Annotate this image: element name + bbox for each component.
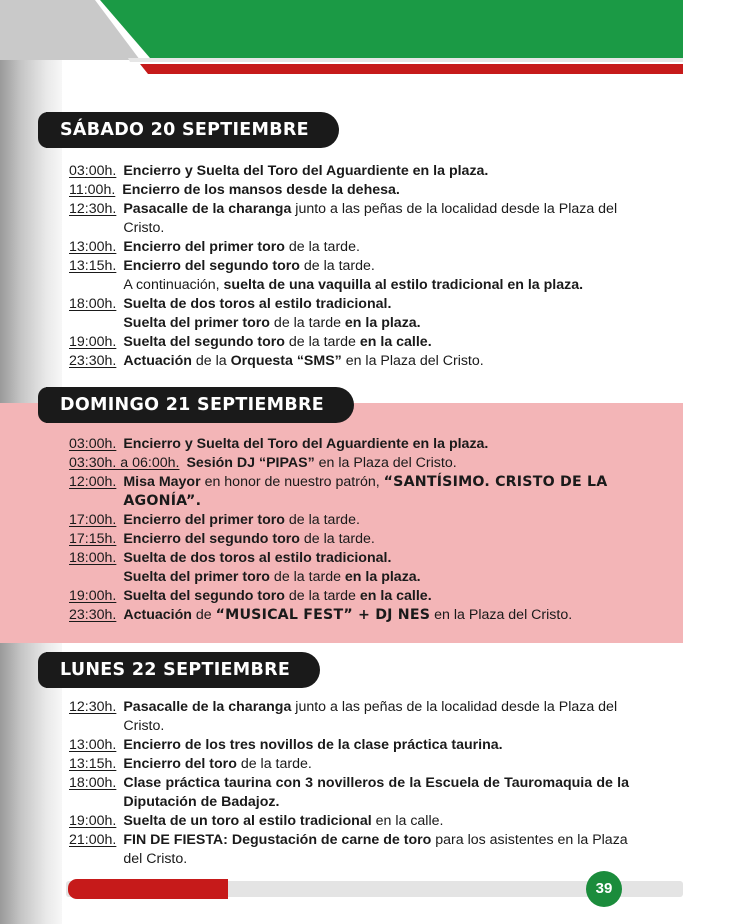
event-description: Suelta del segundo toro de la tarde en la calle. — [123, 334, 432, 350]
event-time: 12:30h. — [69, 699, 117, 715]
event-time: 13:15h. — [69, 756, 117, 772]
event-item — [69, 755, 629, 774]
event-time: 19:00h. — [69, 334, 117, 350]
event-time: 18:00h. — [69, 550, 117, 566]
event-time: 13:00h. — [69, 737, 117, 753]
event-time: 17:00h. — [69, 512, 117, 528]
event-description: Sesión DJ “PIPAS” en la Plaza del Cristo. — [186, 455, 457, 471]
event-time: 03:00h. — [69, 436, 117, 452]
event-description: Misa Mayor en honor de nuestro patrón, “SANTÍSIMO. CRISTO DE LA AGONÍA”. — [123, 474, 608, 509]
event-description: Encierro del toro de la tarde. — [123, 756, 312, 772]
event-item — [69, 238, 629, 257]
event-item — [69, 435, 629, 454]
event-description: Suelta de un toro al estilo tradicional en la calle. — [123, 813, 444, 829]
event-description: Suelta de dos toros al estilo tradicional. Suelta del primer toro de la tarde en la plaza. — [123, 550, 421, 585]
section-title: SÁBADO 20 SEPTIEMBRE — [46, 112, 339, 148]
event-description: Encierro de los tres novillos de la clase práctica taurina. — [123, 737, 503, 753]
event-item — [69, 333, 629, 352]
event-time: 13:15h. — [69, 258, 117, 274]
event-description: Actuación de la Orquesta “SMS” en la Plaza del Cristo. — [123, 353, 484, 369]
event-description: FIN DE FIESTA: Degustación de carne de toro para los asistentes en la Plaza del Cristo. — [123, 832, 628, 867]
event-time: 03:30h. a 06:00h. — [69, 455, 180, 471]
event-item — [69, 200, 629, 238]
page-number: 39 — [586, 871, 622, 907]
event-time: 21:00h. — [69, 832, 117, 848]
event-time: 18:00h. — [69, 775, 117, 791]
footer-red-bar — [68, 879, 228, 899]
event-description: Encierro y Suelta del Toro del Aguardiente en la plaza. — [123, 163, 489, 179]
event-description: Clase práctica taurina con 3 novilleros de la Escuela de Tauromaquia de la Diputación de Badajoz. — [123, 775, 629, 810]
event-time: 12:00h. — [69, 474, 117, 490]
event-item — [69, 181, 629, 200]
event-time: 03:00h. — [69, 163, 117, 179]
event-time: 19:00h. — [69, 813, 117, 829]
event-time: 18:00h. — [69, 296, 117, 312]
event-item — [69, 473, 629, 511]
event-description: Encierro del segundo toro de la tarde. — [123, 531, 375, 547]
event-time: 19:00h. — [69, 588, 117, 604]
event-item — [69, 698, 629, 736]
event-item — [69, 774, 629, 812]
section-title: DOMINGO 21 SEPTIEMBRE — [46, 387, 354, 423]
section-title: LUNES 22 SEPTIEMBRE — [46, 652, 320, 688]
event-item — [69, 587, 629, 606]
event-time: 12:30h. — [69, 201, 117, 217]
event-time: 23:30h. — [69, 353, 117, 369]
event-item — [69, 511, 629, 530]
event-item — [69, 812, 629, 831]
event-time: 11:00h. — [69, 182, 116, 198]
event-item — [69, 831, 629, 869]
event-item — [69, 736, 629, 755]
event-item — [69, 530, 629, 549]
event-description: Encierro del primer toro de la tarde. — [123, 239, 360, 255]
event-time: 13:00h. — [69, 239, 117, 255]
event-item — [69, 295, 629, 333]
event-description: Pasacalle de la charanga junto a las peñas de la localidad desde la Plaza del Cristo. — [123, 699, 618, 734]
event-item — [69, 549, 629, 587]
event-description: Encierro de los mansos desde la dehesa. — [122, 182, 400, 198]
event-description: Suelta de dos toros al estilo tradicional. Suelta del primer toro de la tarde en la plaza. — [123, 296, 421, 331]
top-decoration — [0, 0, 745, 90]
event-description: Encierro del segundo toro de la tarde. A continuación, suelta de una vaquilla al estilo tradicional en la plaza. — [123, 258, 584, 293]
event-time: 17:15h. — [69, 531, 117, 547]
event-item — [69, 257, 629, 295]
event-item — [69, 606, 629, 625]
event-description: Pasacalle de la charanga junto a las peñas de la localidad desde la Plaza del Cristo. — [123, 201, 618, 236]
event-item — [69, 352, 629, 371]
event-time: 23:30h. — [69, 607, 117, 623]
event-item — [69, 454, 629, 473]
event-description: Encierro del primer toro de la tarde. — [123, 512, 360, 528]
event-item — [69, 162, 629, 181]
event-description: Actuación de “MUSICAL FEST” + DJ NES en la Plaza del Cristo. — [123, 607, 573, 623]
event-description: Encierro y Suelta del Toro del Aguardiente en la plaza. — [123, 436, 489, 452]
event-description: Suelta del segundo toro de la tarde en la calle. — [123, 588, 432, 604]
